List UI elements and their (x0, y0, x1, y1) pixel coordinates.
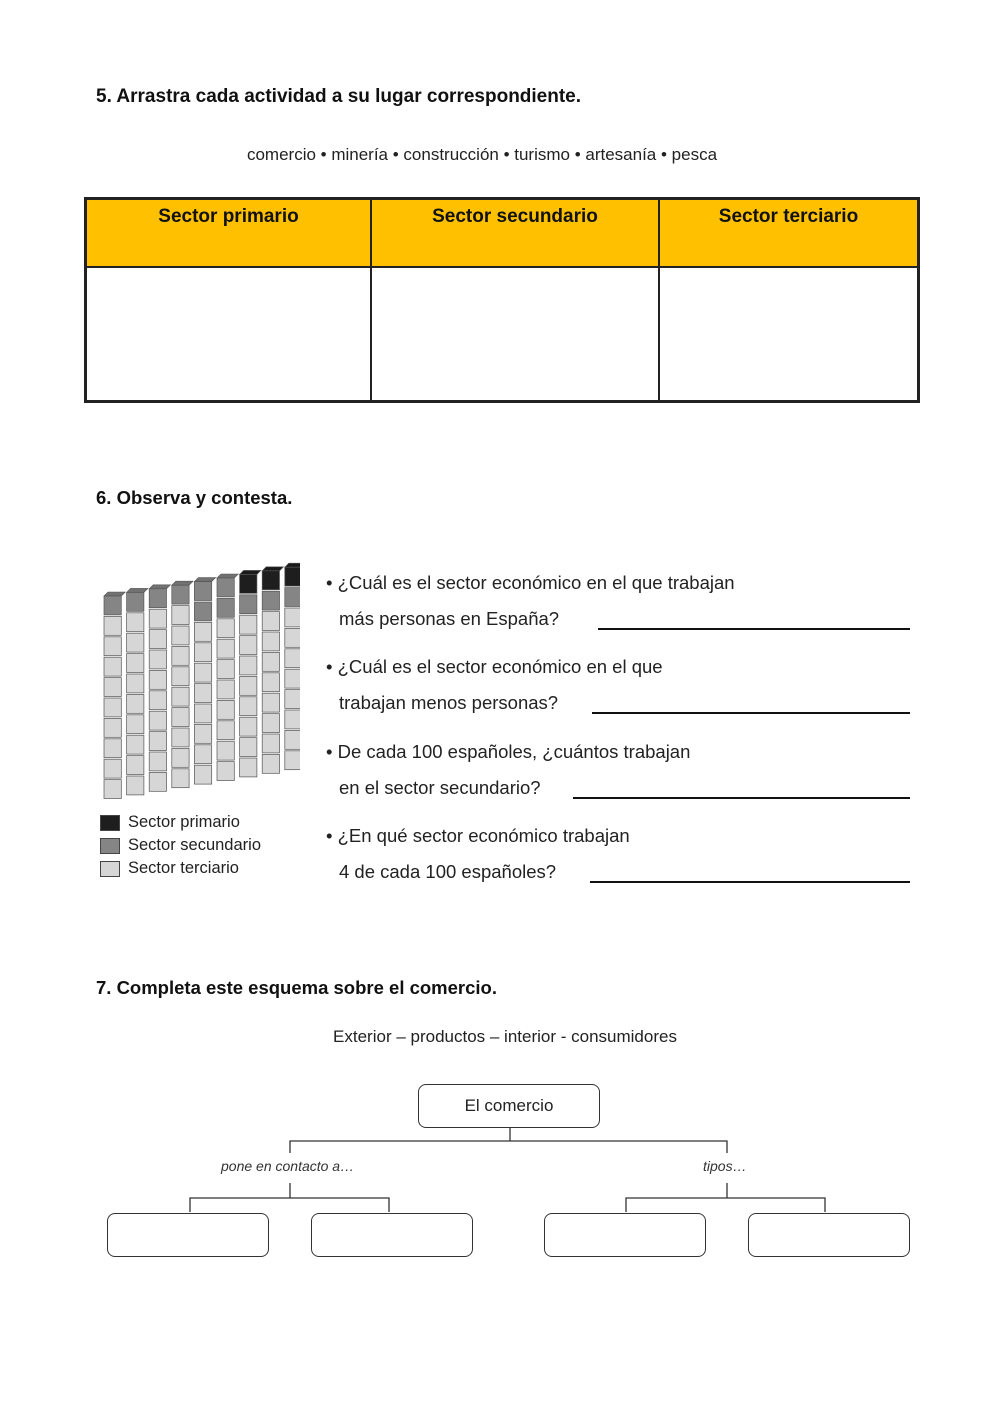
waffle-cell (104, 718, 121, 737)
waffle-cell (149, 772, 166, 791)
waffle-cell (127, 613, 144, 632)
exercise-7-title: 7. Completa este esquema sobre el comercio. (96, 977, 497, 998)
waffle-cells (104, 564, 300, 799)
waffle-cell (240, 676, 257, 695)
drop-zone-primario[interactable] (86, 267, 371, 401)
waffle-cell (149, 589, 166, 608)
waffle-cell (149, 711, 166, 730)
waffle-cell (217, 680, 234, 699)
waffle-cell (149, 650, 166, 669)
answer-line-2[interactable] (592, 712, 910, 714)
waffle-cell (172, 606, 189, 625)
right-branch-label: tipos… (703, 1158, 747, 1174)
waffle-cell (194, 724, 211, 743)
waffle-cell (149, 609, 166, 628)
waffle-cell (104, 657, 121, 676)
waffle-top-cell (285, 563, 300, 567)
waffle-cell (194, 663, 211, 682)
waffle-cell (104, 616, 121, 635)
waffle-cell (149, 630, 166, 649)
waffle-cell (172, 667, 189, 686)
exercise-5-word-bank: comercio • minería • construcción • turismo • artesanía • pesca (246, 145, 718, 164)
waffle-cell (285, 567, 300, 586)
legend-label: Sector secundario (128, 836, 261, 854)
answer-box-3[interactable] (544, 1213, 706, 1257)
waffle-cell (285, 751, 300, 770)
waffle-cell (104, 739, 121, 758)
scheme-root-box (418, 1084, 600, 1128)
waffle-cell (262, 612, 279, 631)
question-1-line-2: más personas en España? (339, 608, 560, 629)
waffle-cell (104, 698, 121, 717)
waffle-cell (240, 758, 257, 777)
waffle-cell (217, 660, 234, 679)
waffle-cell (217, 619, 234, 638)
waffle-cell (262, 571, 279, 590)
waffle-cell (285, 730, 300, 749)
waffle-cell (262, 591, 279, 610)
waffle-top-cell (240, 570, 261, 574)
column-header-terciario: Sector terciario (659, 199, 918, 267)
waffle-cell (149, 691, 166, 710)
waffle-cell (240, 615, 257, 634)
waffle-cell (262, 734, 279, 753)
waffle-cell (104, 637, 121, 656)
answer-line-4[interactable] (590, 881, 910, 883)
question-3-line-1: • De cada 100 españoles, ¿cuántos trabajan (326, 741, 691, 762)
waffle-cell (240, 574, 257, 593)
waffle-cell (194, 643, 211, 662)
waffle-cell (194, 684, 211, 703)
answer-box-1[interactable] (107, 1213, 269, 1257)
left-branch-label: pone en contacto a… (221, 1158, 355, 1174)
waffle-cell (240, 697, 257, 716)
waffle-cell (262, 652, 279, 671)
waffle-cell (217, 741, 234, 760)
waffle-cell (127, 735, 144, 754)
waffle-cell (104, 759, 121, 778)
waffle-cell (194, 745, 211, 764)
waffle-cell (172, 728, 189, 747)
waffle-cell (104, 596, 121, 615)
waffle-cell (240, 717, 257, 736)
waffle-cell (104, 678, 121, 697)
waffle-cell (217, 700, 234, 719)
waffle-cell (194, 765, 211, 784)
waffle-cell (285, 710, 300, 729)
waffle-cell (194, 582, 211, 601)
waffle-top-cell (194, 578, 215, 582)
waffle-cell (217, 639, 234, 658)
waffle-cell (240, 636, 257, 655)
waffle-cell (127, 592, 144, 611)
exercise-5-title: 5. Arrastra cada actividad a su lugar correspondiente. (96, 86, 582, 107)
question-2-line-1: • ¿Cuál es el sector económico en el que (326, 656, 663, 677)
scheme-root-label: El comercio (464, 1096, 554, 1115)
waffle-cell (172, 748, 189, 767)
waffle-cell (262, 714, 279, 733)
waffle-cell (172, 708, 189, 727)
waffle-cell (127, 633, 144, 652)
waffle-cell (262, 693, 279, 712)
question-1-line-1: • ¿Cuál es el sector económico en el que trabajan (326, 572, 735, 593)
waffle-top-cell (217, 574, 238, 578)
answer-box-4[interactable] (748, 1213, 910, 1257)
legend-label: Sector terciario (128, 859, 239, 877)
waffle-cell (285, 690, 300, 709)
legend-item-primario (100, 813, 240, 832)
legend-swatch-secundario (100, 838, 120, 854)
question-4-line-2: 4 de cada 100 españoles? (339, 861, 557, 882)
waffle-cell (127, 694, 144, 713)
waffle-chart (100, 560, 300, 805)
waffle-cell (285, 588, 300, 607)
waffle-cell (285, 649, 300, 668)
waffle-cell (104, 780, 121, 799)
waffle-cell (262, 754, 279, 773)
waffle-top-cell (127, 588, 148, 592)
waffle-cell (217, 721, 234, 740)
waffle-top-cell (104, 592, 125, 596)
answer-box-2[interactable] (311, 1213, 473, 1257)
legend-swatch-primario (100, 815, 120, 831)
waffle-cell (240, 656, 257, 675)
waffle-cell (217, 578, 234, 597)
column-header-primario: Sector primario (86, 199, 371, 267)
waffle-cell (127, 654, 144, 673)
waffle-cell (285, 669, 300, 688)
waffle-cell (172, 646, 189, 665)
drop-zone-secundario[interactable] (371, 267, 659, 401)
question-3-line-2: en el sector secundario? (339, 777, 541, 798)
waffle-top-cell (172, 581, 193, 585)
legend-item-terciario (100, 859, 239, 878)
waffle-top-cell (262, 567, 283, 571)
waffle-cell (194, 602, 211, 621)
waffle-cell (217, 598, 234, 617)
legend-label: Sector primario (128, 813, 240, 831)
waffle-cell (172, 626, 189, 645)
exercise-6-title: 6. Observa y contesta. (96, 487, 293, 508)
answer-line-3[interactable] (573, 797, 910, 799)
column-header-secundario: Sector secundario (371, 199, 659, 267)
waffle-cell (262, 632, 279, 651)
waffle-cell (172, 585, 189, 604)
waffle-cell (217, 762, 234, 781)
sectors-table (84, 197, 920, 403)
waffle-cell (127, 756, 144, 775)
exercise-7-word-bank: Exterior – productos – interior - consumidores (333, 1027, 677, 1046)
drop-zone-terciario[interactable] (659, 267, 918, 401)
waffle-cell (149, 752, 166, 771)
waffle-cell (285, 608, 300, 627)
waffle-cell (172, 687, 189, 706)
waffle-cell (127, 776, 144, 795)
waffle-cell (127, 674, 144, 693)
waffle-cell (194, 622, 211, 641)
legend-swatch-terciario (100, 861, 120, 877)
waffle-top-cell (149, 585, 170, 589)
question-4-line-1: • ¿En qué sector económico trabajan (326, 825, 630, 846)
waffle-cell (194, 704, 211, 723)
waffle-cell (127, 715, 144, 734)
waffle-cell (262, 673, 279, 692)
waffle-cell (149, 670, 166, 689)
waffle-cell (285, 628, 300, 647)
legend-item-secundario (100, 836, 261, 855)
answer-line-1[interactable] (598, 628, 910, 630)
waffle-cell (172, 769, 189, 788)
waffle-cell (149, 732, 166, 751)
waffle-cell (240, 595, 257, 614)
question-2-line-2: trabajan menos personas? (339, 692, 559, 713)
waffle-cell (240, 738, 257, 757)
